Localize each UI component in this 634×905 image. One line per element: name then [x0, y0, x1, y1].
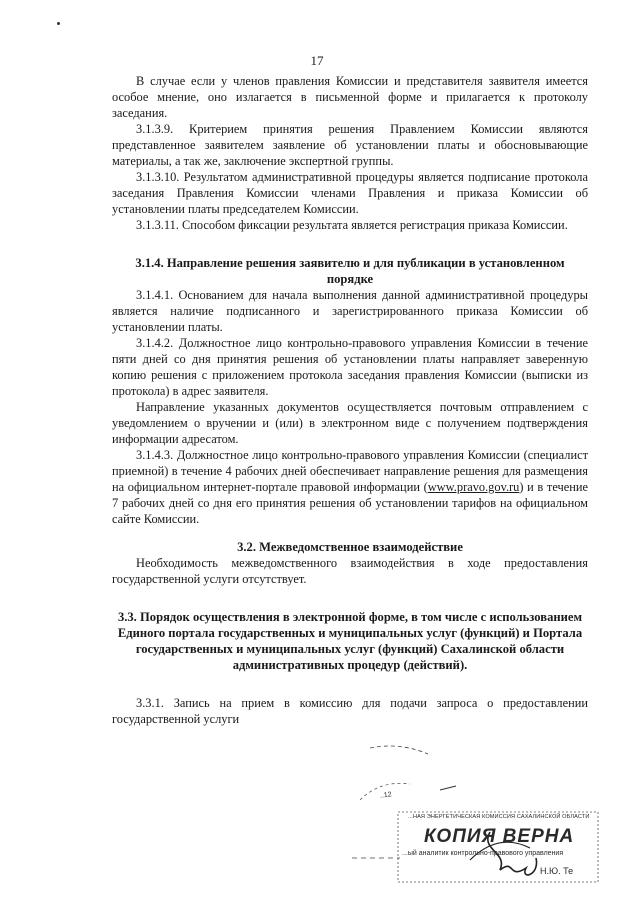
scan-speck — [57, 22, 60, 25]
spacer — [112, 587, 588, 609]
pravo-gov-link[interactable]: www.pravo.gov.ru — [427, 480, 520, 494]
heading-3-1-4: 3.1.4. Направление решения заявителю и для публикации в установленном порядке — [135, 256, 565, 286]
paragraph-3-1-4-3-start: 3.1.4.3. Должностное лицо контрольно-правового управления Комиссии (специалист приемной) в течение 4 рабочих дней обеспечивает направление решения для размещения на официальном интернет-портале правовой информации ( — [112, 448, 588, 494]
stamp-position-text: ...ый аналитик контрольно-правового управления — [402, 850, 564, 857]
stamp-signatory-name: Н.Ю. Те — [540, 866, 574, 876]
paragraph-delivery: Направление указанных документов осуществляется почтовым отправлением с уведомлением о вручении и (или) в электронном виде с получением подтверждения информации адресатом. — [112, 400, 588, 446]
paragraph-3-1-4-3 — [112, 447, 588, 527]
certification-stamp-graphic — [340, 740, 634, 905]
paragraph-3-1-3-11: 3.1.3.11. Способом фиксации результата является регистрация приказа Комиссии. — [136, 218, 568, 232]
stamp-handwritten-mark: ..12 — [379, 791, 393, 800]
paragraph-3-3-1: 3.3.1. Запись на прием в комиссию для подачи запроса о предоставлении государственной услуги — [112, 696, 588, 726]
heading-3-3: 3.3. Порядок осуществления в электронной форме, в том числе с использованием Единого портала государственных и муниципальных услуг (функций) и Портала государственных и муниципальных услуг (функций) Сахалинской области административных процедур (действий). — [117, 610, 583, 672]
stamp-copy-verified-text: КОПИЯ ВЕРНА — [424, 826, 575, 847]
document-body — [112, 73, 588, 727]
paragraph-3-1-3-9: 3.1.3.9. Критерием принятия решения Правлением Комиссии являются представленное заявителем заявление об установлении платы и обосновывающие материалы, а так же, заключение экспертной группы. — [112, 122, 588, 168]
paragraph-3-1-4-2: 3.1.4.2. Должностное лицо контрольно-правового управления Комиссии в течение пяти дней со дня принятия решения об установлении платы направляет заверенную копию решения с приложением протокола заседания правления Комиссии (выписки из протокола) в адрес заявителя. — [112, 336, 588, 398]
spacer — [112, 527, 588, 539]
paragraph-interdepartmental: Необходимость межведомственного взаимодействия в ходе предоставления государственной услуги отсутствует. — [112, 556, 588, 586]
paragraph-special-opinion: В случае если у членов правления Комиссии и представителя заявителя имеется особое мнение, оно излагается в письменной форме и прилагается к протоколу заседания. — [112, 74, 588, 120]
heading-3-2: 3.2. Межведомственное взаимодействие — [237, 540, 463, 554]
stamp-organization-text: ...НАЯ ЭНЕРГЕТИЧЕСКАЯ КОМИССИЯ САХАЛИНСКОЙ ОБЛАСТИ — [408, 814, 590, 820]
paragraph-3-1-4-3-end: ) и в течение 7 рабочих дней со дня его принятия решения об установлении тарифов на официальном сайте Комиссии. — [112, 480, 589, 526]
spacer — [112, 673, 588, 695]
paragraph-3-1-3-10: 3.1.3.10. Результатом административной процедуры является подписание протокола заседания Правления Комиссии членами Правления и приказа Комиссии об установлении платы председателем Комиссии. — [112, 170, 588, 216]
paragraph-3-1-4-1: 3.1.4.1. Основанием для начала выполнения данной административной процедуры является наличие подписанного и зарегистрированного приказа Комиссии об установлении платы. — [112, 288, 588, 334]
page-number: 17 — [310, 53, 324, 68]
spacer — [112, 233, 588, 255]
